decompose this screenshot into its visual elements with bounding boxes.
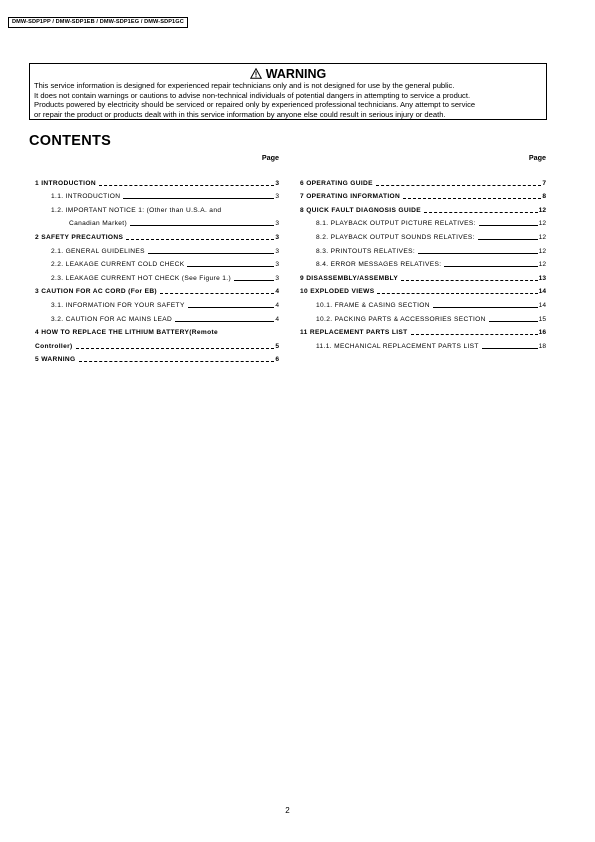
toc-entry-page: 3 — [275, 233, 279, 241]
toc-entry[interactable] — [300, 201, 546, 215]
toc-entry-page: 14 — [538, 288, 546, 296]
toc-entry-page: 3 — [275, 274, 279, 282]
warning-box — [29, 63, 547, 120]
toc-entry-label: 9 DISASSEMBLY/ASSEMBLY — [300, 274, 399, 282]
warning-text — [34, 81, 542, 119]
toc-entry[interactable] — [35, 242, 279, 256]
toc-entry-label: 10.1. FRAME & CASING SECTION — [316, 301, 430, 309]
toc-entry[interactable] — [300, 310, 546, 324]
toc-entry-label: 1.1. INTRODUCTION — [51, 193, 121, 201]
toc-entry-label: 2.3. LEAKAGE CURRENT HOT CHECK (See Figure 1.) — [51, 274, 232, 282]
toc-leader — [99, 185, 274, 186]
toc-leader — [160, 293, 274, 294]
toc-entry-label: 8.1. PLAYBACK OUTPUT PICTURE RELATIVES: — [316, 220, 476, 228]
toc-entry[interactable] — [300, 215, 546, 229]
toc-leader — [187, 266, 274, 267]
toc-entry[interactable] — [35, 337, 279, 351]
toc-entry[interactable] — [35, 351, 279, 365]
toc-entry[interactable] — [35, 174, 279, 188]
toc-leader — [234, 280, 274, 281]
warning-triangle-icon — [250, 68, 262, 79]
toc-leader — [424, 212, 538, 213]
page-column-header: Page — [528, 153, 546, 162]
toc-leader — [76, 348, 274, 349]
toc-entry-label: 10.2. PACKING PARTS & ACCESSORIES SECTION — [316, 315, 486, 323]
toc-entry[interactable] — [35, 324, 279, 338]
toc-entry-page: 13 — [538, 274, 546, 282]
toc-entry-page: 3 — [275, 247, 279, 255]
warning-line: It does not contain warnings or cautions to advise non-technical individuals of potential dangers in attempting to service a product. — [34, 90, 471, 100]
toc-leader — [418, 253, 538, 254]
toc-entry-label: 1.2. IMPORTANT NOTICE 1: (Other than U.S.A. and — [51, 206, 222, 214]
toc-entry-page: 12 — [538, 220, 546, 228]
toc-entry-page: 15 — [538, 315, 546, 323]
toc-entry[interactable] — [35, 215, 279, 229]
toc-entry[interactable] — [35, 228, 279, 242]
toc-entry-page: 18 — [538, 342, 546, 350]
toc-entry-label: 11 REPLACEMENT PARTS LIST — [300, 329, 408, 337]
toc-leader — [148, 253, 274, 254]
toc-leader — [489, 321, 538, 322]
toc-entry-page: 12 — [538, 247, 546, 255]
toc-leader — [479, 225, 538, 226]
toc-entry[interactable] — [300, 242, 546, 256]
warning-title: WARNING — [265, 66, 327, 81]
toc-entry[interactable] — [35, 310, 279, 324]
toc-right-column — [300, 153, 546, 351]
page-number: 2 — [285, 806, 290, 815]
toc-entry-page: 3 — [275, 179, 279, 187]
toc-entry-label: 6 OPERATING GUIDE — [300, 179, 373, 187]
toc-entry-label: 1 INTRODUCTION — [35, 179, 96, 187]
toc-leader — [130, 225, 274, 226]
toc-entry-label: 10 EXPLODED VIEWS — [300, 288, 375, 296]
toc-leader — [188, 307, 274, 308]
toc-entry-page: 4 — [275, 301, 279, 309]
toc-entry-page: 5 — [275, 342, 279, 350]
toc-leader — [478, 239, 538, 240]
toc-entry-page: 3 — [275, 193, 279, 201]
toc-leader — [377, 293, 537, 294]
toc-entry-page: 6 — [275, 356, 279, 364]
toc-leader — [403, 198, 541, 199]
toc-entry-label: 3.1. INFORMATION FOR YOUR SAFETY — [51, 301, 185, 309]
toc-entry[interactable] — [300, 324, 546, 338]
toc-entry-label: 2.1. GENERAL GUIDELINES — [51, 247, 145, 255]
toc-entry-page: 4 — [275, 288, 279, 296]
toc-entry-page: 12 — [538, 206, 546, 214]
toc-entry-label: 8.2. PLAYBACK OUTPUT SOUNDS RELATIVES: — [316, 233, 475, 241]
toc-entry[interactable] — [35, 283, 279, 297]
model-tag: DMW-SDP1PP / DMW-SDP1EB / DMW-SDP1EG / DMW-SDP1GC — [8, 17, 188, 28]
toc-entry-label: 8.4. ERROR MESSAGES RELATIVES: — [316, 261, 442, 269]
toc-entry[interactable] — [35, 188, 279, 202]
toc-entry-label: 2.2. LEAKAGE CURRENT COLD CHECK — [51, 261, 185, 269]
toc-leader — [126, 239, 274, 240]
warning-line: or repair the product or products dealt with in this service information by anyone else could result in serious injury or death. — [34, 109, 446, 119]
toc-leader — [444, 266, 537, 267]
toc-entry-label: 11.1. MECHANICAL REPLACEMENT PARTS LIST — [316, 342, 479, 350]
toc-entry-label: 5 WARNING — [35, 356, 76, 364]
toc-entry[interactable] — [35, 256, 279, 270]
toc-entry-page: 14 — [538, 301, 546, 309]
toc-entry[interactable] — [35, 201, 279, 215]
toc-entry-label: Canadian Market) — [69, 220, 128, 228]
toc-entry-label: 2 SAFETY PRECAUTIONS — [35, 233, 124, 241]
warning-line: This service information is designed for experienced repair technicians only and is not designed for use by the general public. — [34, 81, 455, 90]
toc-leader — [401, 280, 538, 281]
toc-entry[interactable] — [35, 296, 279, 310]
toc-entry-page: 16 — [538, 329, 546, 337]
toc-entry-label: 4 HOW TO REPLACE THE LITHIUM BATTERY(Remote — [35, 329, 219, 337]
toc-list-right — [300, 174, 546, 351]
toc-entry[interactable] — [300, 269, 546, 283]
toc-entry[interactable] — [300, 188, 546, 202]
toc-entry[interactable] — [300, 296, 546, 310]
toc-entry-page: 3 — [275, 220, 279, 228]
toc-entry-page: 12 — [538, 233, 546, 241]
toc-entry-page: 12 — [538, 261, 546, 269]
toc-left-column — [35, 153, 279, 364]
toc-entry-label: 3.2. CAUTION FOR AC MAINS LEAD — [51, 315, 173, 323]
toc-entry[interactable] — [300, 337, 546, 351]
toc-entry-label: 3 CAUTION FOR AC CORD (For EB) — [35, 288, 157, 296]
toc-entry-page: 4 — [275, 315, 279, 323]
toc-leader — [411, 334, 538, 335]
toc-entry[interactable] — [300, 174, 546, 188]
toc-leader — [175, 321, 274, 322]
toc-leader — [123, 198, 274, 199]
toc-entry-page: 8 — [542, 193, 546, 201]
toc-entry-label: 8.3. PRINTOUTS RELATIVES: — [316, 247, 416, 255]
toc-entry-page: 3 — [275, 261, 279, 269]
toc-list-left — [35, 174, 279, 364]
toc-entry[interactable] — [300, 228, 546, 242]
toc-entry-page: 7 — [542, 179, 546, 187]
toc-leader — [376, 185, 541, 186]
toc-leader — [433, 307, 538, 308]
toc-entry[interactable] — [300, 283, 546, 297]
toc-entry-label: 8 QUICK FAULT DIAGNOSIS GUIDE — [300, 206, 422, 214]
toc-entry-label: Controller) — [35, 342, 73, 350]
warning-heading — [34, 66, 542, 81]
toc-leader — [482, 348, 538, 349]
toc-entry-label: 7 OPERATING INFORMATION — [300, 193, 401, 201]
toc-leader — [79, 361, 274, 362]
page-column-header: Page — [261, 153, 279, 162]
warning-line: Products powered by electricity should be serviced or repaired only by experienced professional technicians. Any attempt to service — [34, 100, 476, 110]
toc-entry[interactable] — [300, 256, 546, 270]
contents-title: CONTENTS — [29, 133, 112, 149]
toc-entry[interactable] — [35, 269, 279, 283]
